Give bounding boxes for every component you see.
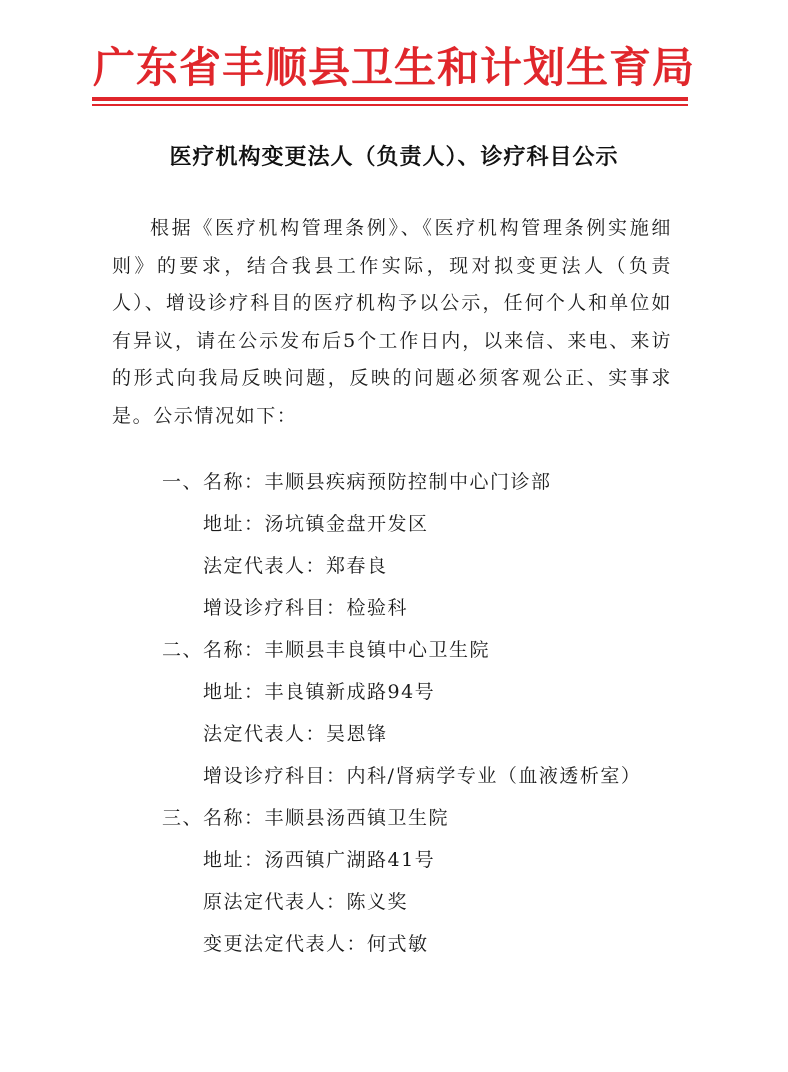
intro-paragraph: 根据《医疗机构管理条例》、《医疗机构管理条例实施细则》的要求，结合我县工作实际，现对拟变更法人（负责人）、增设诊疗科目的医疗机构予以公示，任何个人和单位如有异议，请在公示发布后5个工作日内，以来信、来电、来访的形式向我局反映问题，反映的问题必须客观公正、实事求是。公示情况如下：: [112, 217, 672, 427]
item-1-name: 一、名称：丰顺县疾病预防控制中心门诊部: [162, 471, 552, 493]
letterhead-red-rule-thick: [92, 97, 688, 101]
item-1-added-department: 增设诊疗科目：检验科: [203, 597, 409, 619]
item-1-legal-rep: 法定代表人：郑春良: [203, 555, 388, 577]
item-3-new-legal-rep: 变更法定代表人：何式敏: [203, 933, 429, 955]
document-title: 医疗机构变更法人（负责人）、诊疗科目公示: [169, 145, 619, 170]
item-1-address: 地址：汤坑镇金盘开发区: [203, 513, 429, 535]
item-2-name: 二、名称：丰顺县丰良镇中心卫生院: [162, 639, 491, 661]
item-3-former-legal-rep: 原法定代表人：陈义奖: [203, 891, 409, 913]
item-3-address: 地址：汤西镇广湖路41号: [203, 849, 436, 871]
item-2-address: 地址：丰良镇新成路94号: [203, 681, 436, 703]
item-2-legal-rep: 法定代表人：吴恩锋: [203, 723, 388, 745]
letterhead-org-name: 广东省丰顺县卫生和计划生育局: [92, 43, 695, 92]
item-3-name: 三、名称：丰顺县汤西镇卫生院: [162, 807, 450, 829]
item-2-added-department: 增设诊疗科目：内科/肾病学专业（血液透析室）: [203, 765, 642, 787]
letterhead-red-rule-thin: [92, 104, 688, 106]
